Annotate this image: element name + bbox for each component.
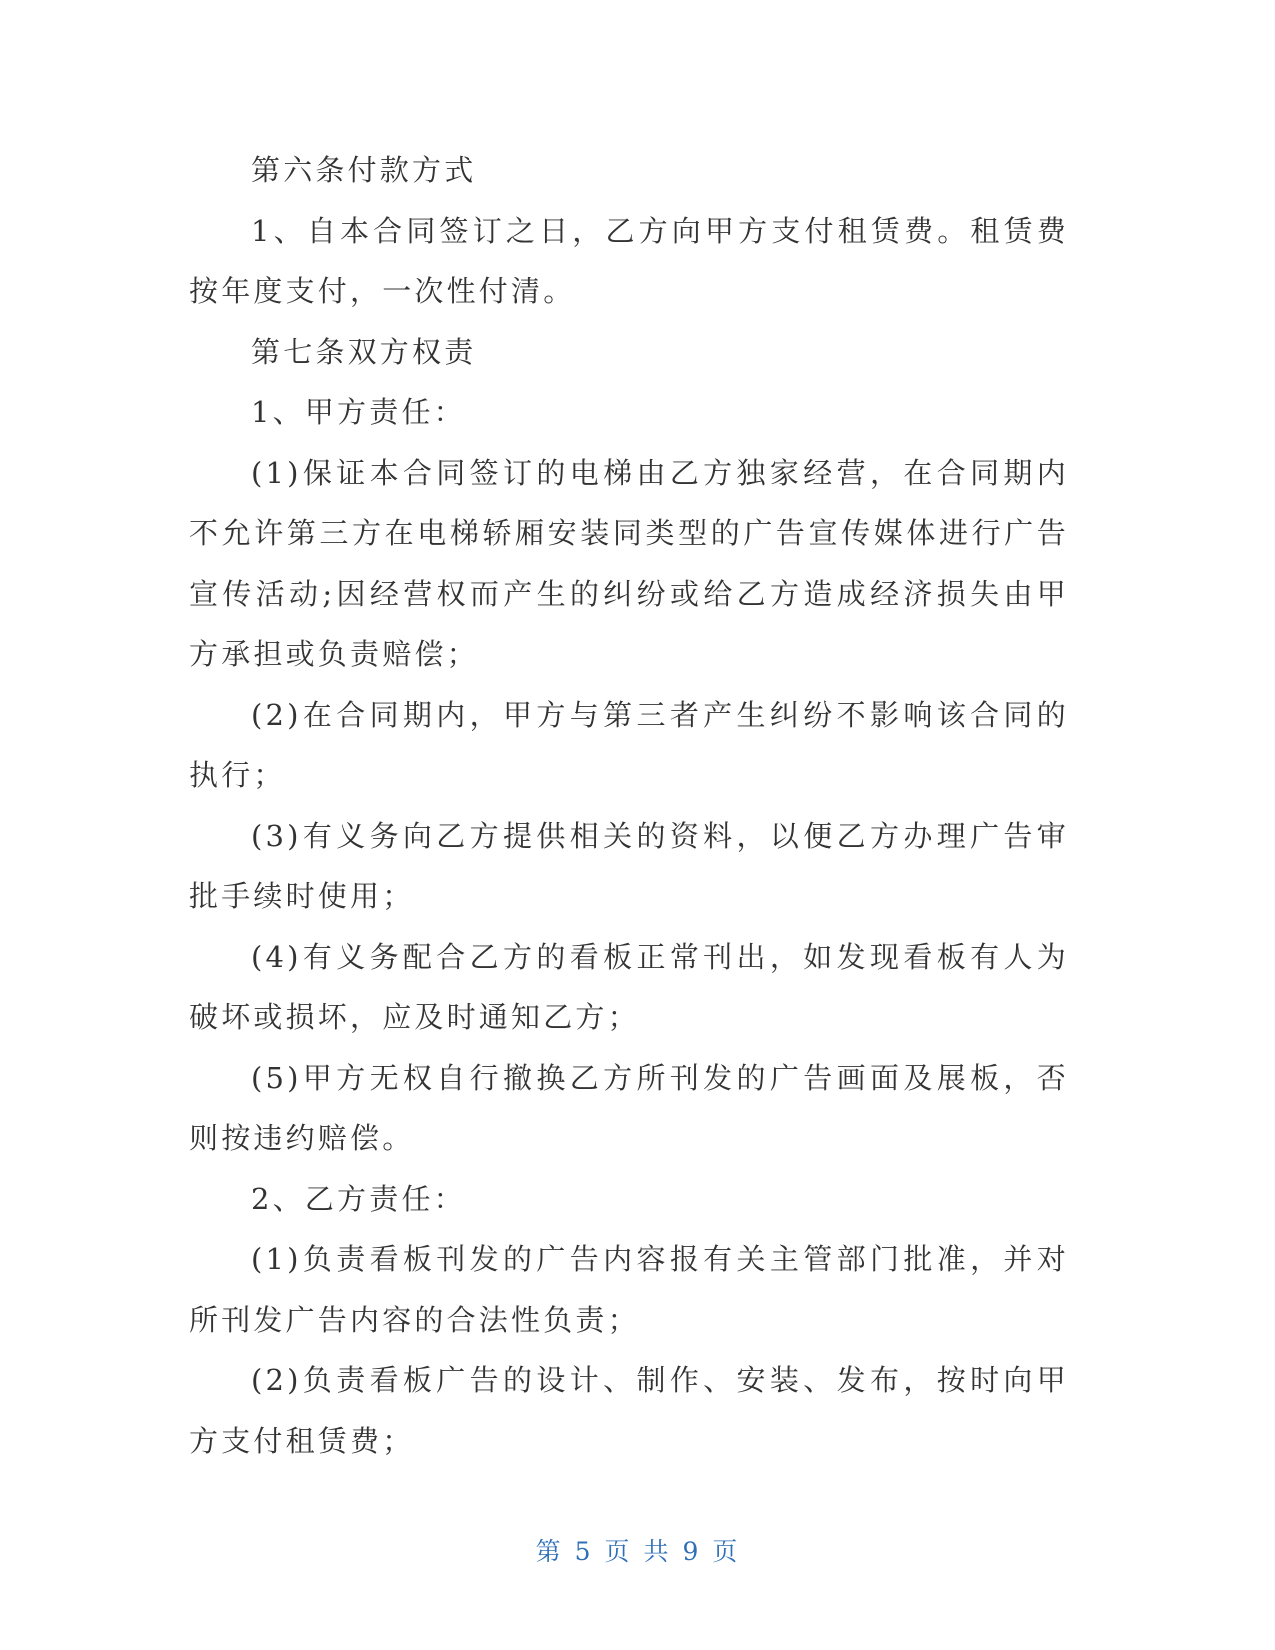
footer-page-unit: 页 [604, 1537, 632, 1566]
footer-total-label: 共 [643, 1537, 671, 1566]
paragraph-payment-clause: 1、自本合同签订之日，乙方向甲方支付租赁费。租赁费按年度支付，一次性付清。 [189, 213, 1069, 308]
paragraph-party-b-item-1: (1)负责看板刊发的广告内容报有关主管部门批准，并对所刊发广告内容的合法性负责； [189, 1242, 1069, 1337]
section-heading-payment: 第六条付款方式 [251, 153, 477, 187]
page-footer [0, 1532, 1275, 1568]
footer-total-unit: 页 [712, 1537, 740, 1566]
footer-page-label: 第 [535, 1537, 563, 1566]
footer-total-pages: 9 [682, 1537, 701, 1566]
paragraph-party-a-item-3: (3)有义务向乙方提供相关的资料，以便乙方办理广告审批手续时使用； [189, 818, 1069, 913]
section-heading-rights: 第七条双方权责 [251, 334, 477, 369]
subheading-party-b: 2、乙方责任： [251, 1181, 466, 1216]
paragraph-party-b-item-2: (2)负责看板广告的设计、制作、安装、发布，按时向甲方支付租赁费； [189, 1363, 1069, 1458]
subheading-party-a: 1、甲方责任： [251, 395, 466, 429]
footer-current-page: 5 [574, 1537, 593, 1566]
paragraph-party-a-item-4: (4)有义务配合乙方的看板正常刊出，如发现看板有人为破坏或损坏，应及时通知乙方； [189, 939, 1069, 1034]
paragraph-party-a-item-5: (5)甲方无权自行撤换乙方所刊发的广告画面及展板，否则按违约赔偿。 [189, 1060, 1069, 1155]
document-body [189, 140, 1069, 1471]
paragraph-party-a-item-1: (1)保证本合同签订的电梯由乙方独家经营，在合同期内不允许第三方在电梯轿厢安装同类型的广告宣传媒体进行广告宣传活动;因经营权而产生的纠纷或给乙方造成经济损失由甲方承担或负责赔偿； [189, 455, 1069, 671]
paragraph-party-a-item-2: (2)在合同期内，甲方与第三者产生纠纷不影响该合同的执行； [189, 697, 1069, 792]
